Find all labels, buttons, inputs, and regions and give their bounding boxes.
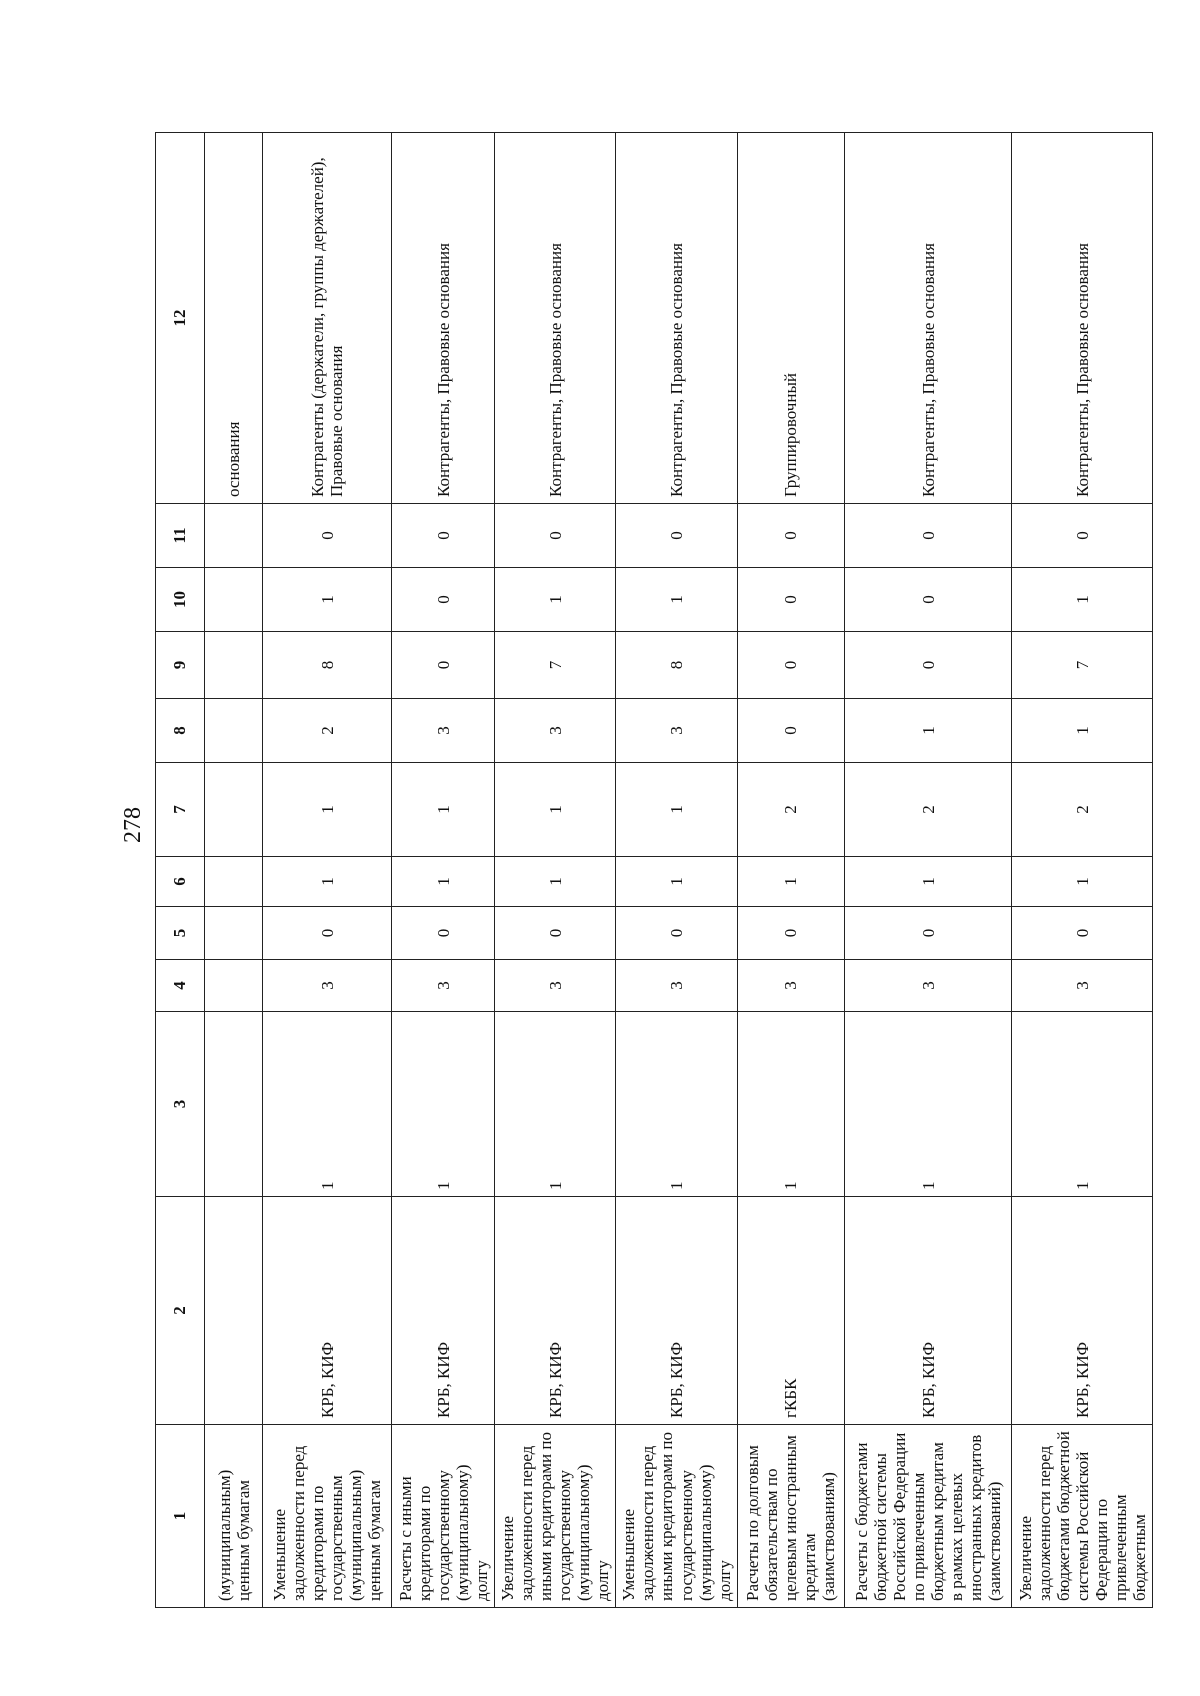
cell-col-3: 1 [1012,1012,1153,1197]
cell-col-4 [205,960,263,1012]
col-header-8: 8 [156,699,205,763]
accounts-table [155,132,1153,1608]
cell-col-10 [205,568,263,632]
cell-col-4: 3 [494,960,615,1012]
col-header-2: 2 [156,1197,205,1425]
cell-analytics: Контрагенты, Правовые основания [616,133,737,504]
cell-col-4: 3 [737,960,844,1012]
cell-analytics: Контрагенты (держатели, группы держателей), Правовые основания [263,133,392,504]
cell-col-8: 0 [737,699,844,763]
col-header-4: 4 [156,960,205,1012]
cell-col-7 [205,763,263,857]
cell-col-9: 7 [1012,632,1153,699]
col-header-11: 11 [156,504,205,568]
cell-code-type: КРБ, КИФ [845,1197,1012,1425]
col-header-7: 7 [156,763,205,857]
table-row [263,133,392,1608]
cell-col-9: 7 [494,632,615,699]
cell-code-type: КРБ, КИФ [494,1197,615,1425]
table-row [616,133,737,1608]
cell-col-11 [205,504,263,568]
header-row [156,133,205,1608]
row-name: Увеличение задолженности перед иными кредиторами по государственному (муниципальному) долгу [494,1425,615,1608]
cell-code-type [205,1197,263,1425]
cell-analytics: основания [205,133,263,504]
col-header-5: 5 [156,907,205,960]
cell-col-3: 1 [737,1012,844,1197]
col-header-6: 6 [156,857,205,907]
cell-col-8: 1 [845,699,1012,763]
cell-code-type: КРБ, КИФ [392,1197,494,1425]
table-row [1012,133,1153,1608]
cell-col-6: 1 [392,857,494,907]
cell-code-type: гКБК [737,1197,844,1425]
cell-col-5: 0 [737,907,844,960]
cell-col-7: 1 [494,763,615,857]
cell-col-9: 0 [845,632,1012,699]
cell-col-8 [205,699,263,763]
table-row [845,133,1012,1608]
table-row [205,133,263,1608]
cell-col-6: 1 [616,857,737,907]
cell-col-7: 2 [1012,763,1153,857]
cell-col-4: 3 [845,960,1012,1012]
cell-col-7: 1 [263,763,392,857]
cell-col-7: 2 [845,763,1012,857]
cell-col-6: 1 [263,857,392,907]
cell-col-8: 3 [616,699,737,763]
cell-col-9 [205,632,263,699]
cell-col-6: 1 [737,857,844,907]
cell-col-11: 0 [263,504,392,568]
cell-col-8: 1 [1012,699,1153,763]
cell-analytics: Контрагенты, Правовые основания [494,133,615,504]
table-row [494,133,615,1608]
cell-col-6 [205,857,263,907]
cell-analytics: Контрагенты, Правовые основания [1012,133,1153,504]
col-header-3: 3 [156,1012,205,1197]
row-name: Расчеты по долговым обязательствам по целевым иностранным кредитам (заимствованиям) [737,1425,844,1608]
cell-col-5: 0 [263,907,392,960]
cell-col-11: 0 [737,504,844,568]
cell-col-11: 0 [616,504,737,568]
row-name: (муниципальным) ценным бумагам [205,1425,263,1608]
cell-analytics: Контрагенты, Правовые основания [845,133,1012,504]
cell-col-10: 1 [263,568,392,632]
cell-col-3: 1 [845,1012,1012,1197]
cell-col-11: 0 [494,504,615,568]
page-number: 278 [120,807,146,843]
table-row [737,133,844,1608]
cell-col-9: 8 [616,632,737,699]
cell-col-8: 3 [494,699,615,763]
cell-col-8: 2 [263,699,392,763]
cell-analytics: Группировочный [737,133,844,504]
row-name: Уменьшение задолженности перед кредиторами по государственным (муниципальным) ценным бумагам [263,1425,392,1608]
cell-col-4: 3 [392,960,494,1012]
cell-col-7: 1 [616,763,737,857]
cell-col-7: 2 [737,763,844,857]
col-header-12: 12 [156,133,205,504]
cell-analytics: Контрагенты, Правовые основания [392,133,494,504]
cell-col-9: 0 [392,632,494,699]
cell-col-3: 1 [616,1012,737,1197]
cell-col-10: 0 [845,568,1012,632]
cell-col-5: 0 [616,907,737,960]
row-name: Расчеты с бюджетами бюджетной системы Российской Федерации по привлеченным бюджетным кредитам в рамках целевых иностранных кредитов (заимствований) [845,1425,1012,1608]
cell-col-3: 1 [494,1012,615,1197]
cell-col-4: 3 [263,960,392,1012]
cell-code-type: КРБ, КИФ [1012,1197,1153,1425]
col-header-10: 10 [156,568,205,632]
cell-col-5: 0 [845,907,1012,960]
cell-col-10: 0 [392,568,494,632]
accounts-table-wrapper [155,133,1153,1608]
cell-col-7: 1 [392,763,494,857]
cell-col-11: 0 [1012,504,1153,568]
cell-col-4: 3 [616,960,737,1012]
cell-col-10: 0 [737,568,844,632]
cell-col-3: 1 [263,1012,392,1197]
row-name: Увеличение задолженности перед бюджетами бюджетной системы Российской Федерации по привлеченным бюджетным [1012,1425,1153,1608]
col-header-1: 1 [156,1425,205,1608]
cell-col-9: 0 [737,632,844,699]
cell-col-4: 3 [1012,960,1153,1012]
cell-col-10: 1 [1012,568,1153,632]
cell-code-type: КРБ, КИФ [616,1197,737,1425]
table-row [392,133,494,1608]
cell-col-3: 1 [392,1012,494,1197]
cell-col-5: 0 [494,907,615,960]
row-name: Уменьшение задолженности перед иными кредиторами по государственному (муниципальному) долгу [616,1425,737,1608]
col-header-9: 9 [156,632,205,699]
cell-col-11: 0 [845,504,1012,568]
cell-col-6: 1 [1012,857,1153,907]
cell-col-3 [205,1012,263,1197]
row-name: Расчеты с иными кредиторами по государственному (муниципальному) долгу [392,1425,494,1608]
cell-col-10: 1 [616,568,737,632]
cell-col-6: 1 [494,857,615,907]
cell-code-type: КРБ, КИФ [263,1197,392,1425]
cell-col-6: 1 [845,857,1012,907]
cell-col-10: 1 [494,568,615,632]
cell-col-11: 0 [392,504,494,568]
cell-col-9: 8 [263,632,392,699]
cell-col-5: 0 [392,907,494,960]
cell-col-5 [205,907,263,960]
cell-col-8: 3 [392,699,494,763]
cell-col-5: 0 [1012,907,1153,960]
